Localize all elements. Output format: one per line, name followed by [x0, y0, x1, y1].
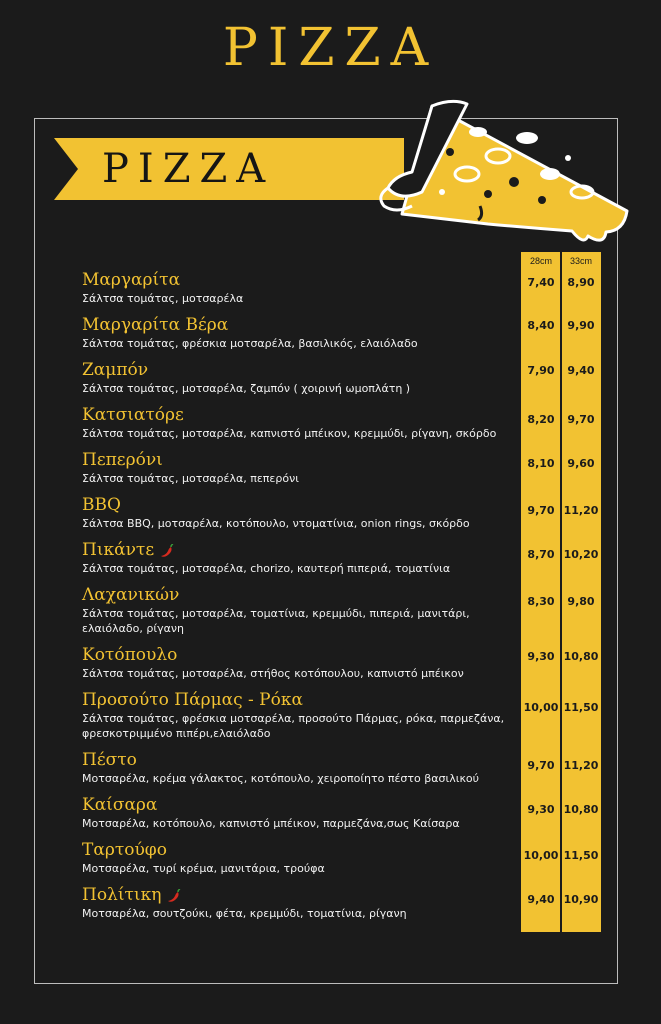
item-name-text: BBQ [82, 495, 121, 515]
item-description: Σάλτσα τομάτας, μοτσαρέλα, τοματίνια, κρεμμύδι, πιπεριά, μανιτάρι, ελαιόλαδο, ρίγανη [82, 607, 470, 635]
menu-item [82, 750, 512, 786]
item-name [82, 585, 512, 605]
pizza-slice-icon [372, 96, 634, 246]
price-large: 9,60 [567, 457, 595, 470]
price-large: 11,20 [563, 504, 599, 517]
item-name-text: Πικάντε [82, 540, 155, 560]
price-column [521, 252, 601, 932]
item-name [82, 795, 512, 815]
price-small: 8,30 [527, 595, 555, 608]
item-description: Σάλτσα τομάτας, φρέσκια μοτσαρέλα, προσούτο Πάρμας, ρόκα, παρμεζάνα, φρεσκοτριμμένο πιπέρι,ελαιόλαδο [82, 712, 505, 740]
price-small: 8,10 [527, 457, 555, 470]
item-name-text: Κοτόπουλο [82, 645, 178, 665]
page-title: PIZZA [222, 18, 439, 78]
menu-item [82, 495, 512, 531]
price-small: 10,00 [523, 849, 559, 862]
price-small: 9,40 [527, 893, 555, 906]
price-large: 10,80 [563, 650, 599, 663]
menu-item [82, 585, 512, 636]
item-name-text: Προσούτο Πάρμας - Ρόκα [82, 690, 303, 710]
price-large: 10,80 [563, 803, 599, 816]
price-small: 8,40 [527, 319, 555, 332]
item-name-text: Κατσιατόρε [82, 405, 184, 425]
item-name [82, 750, 512, 770]
item-name [82, 450, 512, 470]
item-name [82, 270, 512, 290]
size-header-large: 33cm [569, 256, 592, 266]
menu-item [82, 360, 512, 396]
price-large: 9,70 [567, 413, 595, 426]
price-small: 7,90 [527, 364, 555, 377]
item-description: Μοτσαρέλα, τυρί κρέμα, μανιτάρια, τρούφα [82, 862, 325, 875]
item-name [82, 540, 512, 560]
menu-item [82, 885, 512, 921]
menu-item [82, 540, 512, 576]
menu-item [82, 645, 512, 681]
price-small: 9,30 [527, 650, 555, 663]
menu-item [82, 840, 512, 876]
price-large: 9,90 [567, 319, 595, 332]
menu-item [82, 690, 512, 741]
banner-title: PIZZA [102, 146, 275, 192]
item-name-text: Ταρτούφο [82, 840, 167, 860]
item-name-text: Μαργαρίτα Βέρα [82, 315, 229, 335]
price-large: 9,40 [567, 364, 595, 377]
item-name-text: Καίσαρα [82, 795, 158, 815]
item-description: Σάλτσα BBQ, μοτσαρέλα, κοτόπουλο, ντοματίνια, onion rings, σκόρδο [82, 517, 470, 530]
item-name-text: Πεπερόνι [82, 450, 163, 470]
price-large: 8,90 [567, 276, 595, 289]
menu-item [82, 405, 512, 441]
menu-item [82, 795, 512, 831]
item-name-text: Μαργαρίτα [82, 270, 181, 290]
price-small: 8,70 [527, 548, 555, 561]
item-description: Σάλτσα τομάτας, μοτσαρέλα [82, 292, 244, 305]
item-name-text: Πολίτικη [82, 885, 162, 905]
size-header-small: 28cm [529, 256, 552, 266]
menu-item [82, 315, 512, 351]
item-name-text: Λαχανικών [82, 585, 180, 605]
price-small: 9,30 [527, 803, 555, 816]
menu-item [82, 270, 512, 306]
item-name-text: Πέστο [82, 750, 137, 770]
ribbon-banner [54, 138, 404, 200]
item-description: Σάλτσα τομάτας, μοτσαρέλα, στήθος κοτόπουλου, καπνιστό μπέικον [82, 667, 464, 680]
chili-pepper-icon [167, 889, 181, 903]
item-name [82, 840, 512, 860]
column-divider [560, 252, 562, 932]
item-description: Σάλτσα τομάτας, μοτσαρέλα, πεπερόνι [82, 472, 299, 485]
price-large: 10,20 [563, 548, 599, 561]
price-small: 9,70 [527, 504, 555, 517]
price-large: 9,80 [567, 595, 595, 608]
item-name [82, 645, 512, 665]
price-small: 10,00 [523, 701, 559, 714]
price-small: 9,70 [527, 759, 555, 772]
price-large: 11,20 [563, 759, 599, 772]
item-description: Σάλτσα τομάτας, μοτσαρέλα, chorizo, καυτερή πιπεριά, τοματίνια [82, 562, 451, 575]
item-name [82, 495, 512, 515]
item-description: Σάλτσα τομάτας, μοτσαρέλα, ζαμπόν ( χοιρινή ωμοπλάτη ) [82, 382, 411, 395]
price-large: 11,50 [563, 701, 599, 714]
item-description: Σάλτσα τομάτας, φρέσκια μοτσαρέλα, βασιλικός, ελαιόλαδο [82, 337, 418, 350]
item-name [82, 360, 512, 380]
price-small: 7,40 [527, 276, 555, 289]
item-name [82, 885, 512, 905]
chili-pepper-icon [160, 544, 174, 558]
item-name [82, 315, 512, 335]
price-large: 11,50 [563, 849, 599, 862]
item-description: Μοτσαρέλα, κοτόπουλο, καπνιστό μπέικον, παρμεζάνα,σως Καίσαρα [82, 817, 460, 830]
item-name [82, 690, 512, 710]
item-description: Μοτσαρέλα, κρέμα γάλακτος, κοτόπουλο, χειροποίητο πέστο βασιλικού [82, 772, 480, 785]
item-description: Μοτσαρέλα, σουτζούκι, φέτα, κρεμμύδι, τοματίνια, ρίγανη [82, 907, 407, 920]
item-name [82, 405, 512, 425]
item-description: Σάλτσα τομάτας, μοτσαρέλα, καπνιστό μπέικον, κρεμμύδι, ρίγανη, σκόρδο [82, 427, 497, 440]
menu-item [82, 450, 512, 486]
price-small: 8,20 [527, 413, 555, 426]
item-name-text: Ζαμπόν [82, 360, 149, 380]
price-large: 10,90 [563, 893, 599, 906]
